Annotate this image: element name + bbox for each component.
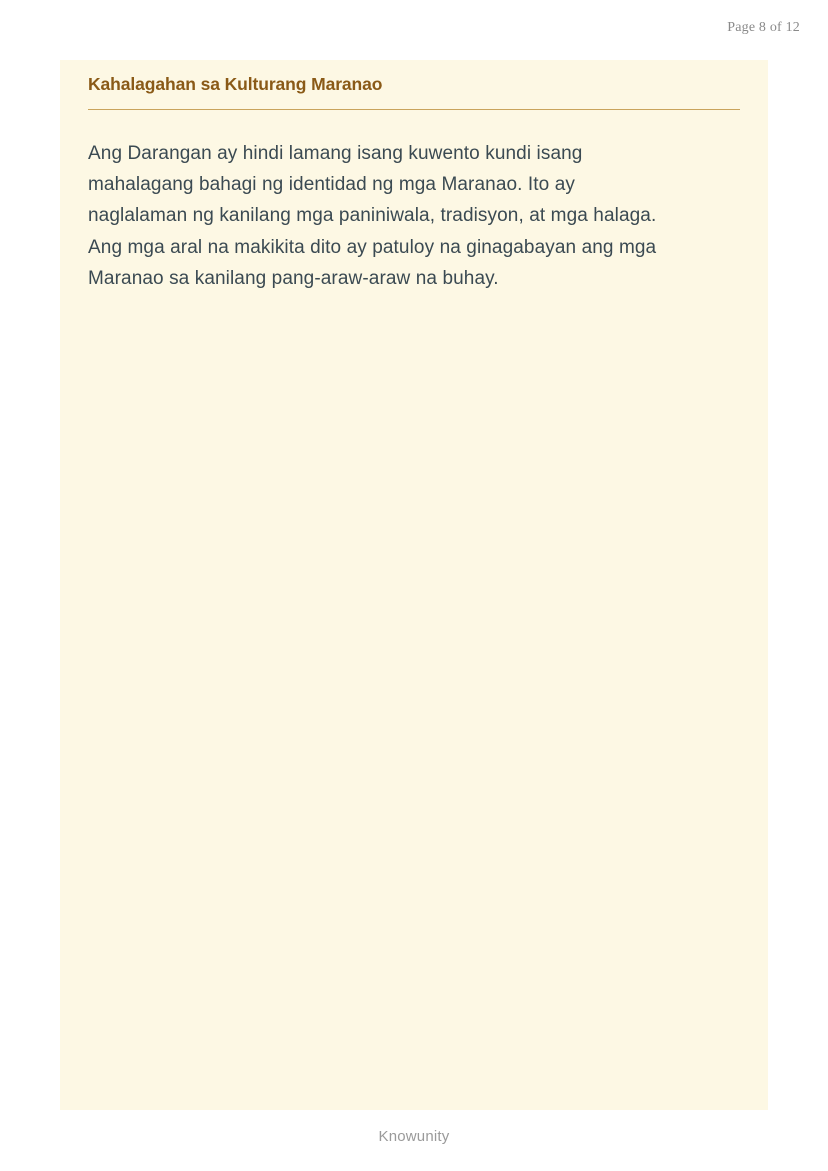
document-card <box>60 60 768 1110</box>
body-paragraph: Ang Darangan ay hindi lamang isang kuwento kundi isang mahalagang bahagi ng identidad ng mga Maranao. Ito ay naglalaman ng kanilang mga paniniwala, tradisyon, at mga halaga. Ang mga aral na makikita dito ay patuloy na ginagabayan ang mga Maranao sa kanilang pang-araw-araw na buhay. <box>88 142 657 289</box>
title-divider <box>88 109 740 110</box>
document-card-content <box>60 60 768 294</box>
section-title: Kahalagahan sa Kulturang Maranao <box>88 74 383 94</box>
page-indicator: Page 8 of 12 <box>727 20 800 35</box>
footer-brand: Knowunity <box>378 1128 450 1145</box>
